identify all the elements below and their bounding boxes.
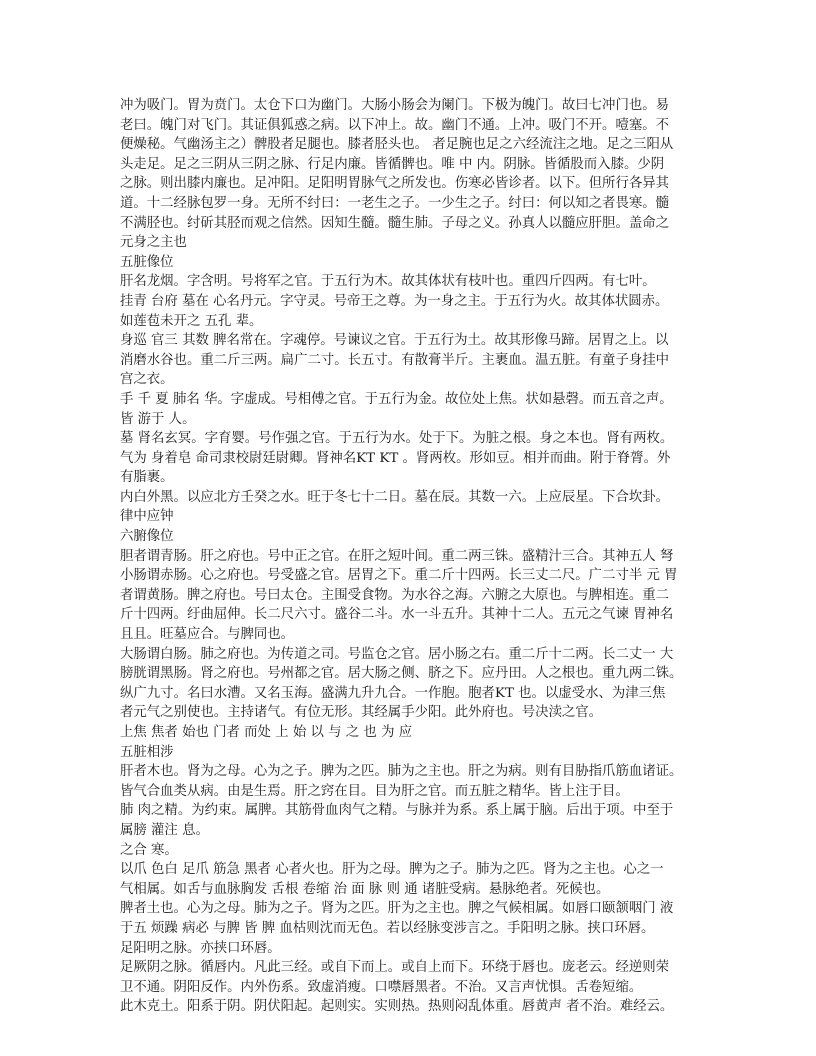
text-line: 宫之衣。 (120, 372, 174, 388)
text-line: 此木克土。阳系于阴。阴伏阳起。起则实。实则热。热则闷乱体重。唇黄声 者不治。难经云。 (120, 999, 674, 1015)
text-line: 且且。旺墓应合。与脾同也。 (120, 627, 295, 643)
text-line: 膀胱谓黑肠。肾之府也。号州都之官。居大肠之侧、脐之下。应丹田。人之根也。重九两二铢。 (120, 666, 683, 682)
text-line: 皆气合血类从病。由是生焉。肝之窍在目。目为肝之官。而五脏之精华。皆上注于目。 (120, 783, 629, 799)
text-line: 上焦 焦者 始也 门者 而处 上 始 以 与 之 也 为 应 (120, 725, 413, 740)
text-line: 内白外黑。以应北方壬癸之水。旺于冬七十二日。墓在辰。其数一六。上应辰星。下合坎卦。 (120, 489, 670, 505)
text-line: 墓 肾名玄冥。字育婴。号作强之官。于五行为水。处于下。为脏之根。身之本也。肾有两枚。 (120, 431, 674, 447)
text-line: 脾者土也。心为之母。肺为之子。肾为之匹。肝为之主也。脾之气候相属。如唇口颐颔咽门 液 (120, 901, 674, 917)
text-line: 道。十二经脉包罗一身。无所不纣曰：一老生之子。一少生之子。纣曰：何以知之者畏寒。髓 (120, 195, 670, 211)
text-line: 老曰。魄门对飞门。其证俱狐惑之病。以下冲上。故。幽门不通。上冲。吸门不开。噎塞。不 (120, 117, 670, 133)
text-line: 消磨水谷也。重二斤三两。扁广二寸。长五寸。有散膏半斤。主裹血。温五脏。有童子身挂中 (120, 352, 670, 368)
text-line: 足厥阴之脉。循唇内。凡此三经。或自下而上。或自上而下。环绕于唇也。庞老云。经逆则荣 (120, 960, 670, 976)
text-line: 者元气之别使也。主持诸气。有位无形。其经属手少阳。此外府也。号决渎之官。 (120, 705, 603, 721)
text-line: 头走足。足之三阴从三阴之脉、行足内廉。皆循髀也。唯 中 内。阴脉。皆循股而入膝。少阴 (120, 156, 665, 172)
text-line: 冲为吸门。胃为贲门。太仓下口为幽门。大肠小肠会为阑门。下极为魄门。故曰七冲门也。易 (120, 98, 670, 113)
text-line: 之合 寒。 (120, 842, 178, 858)
text-line: 有脂裹。 (120, 470, 174, 486)
section-heading: 五脏相涉 (120, 744, 174, 760)
text-line: 如莲苞未开之 五孔 辈。 (120, 313, 263, 329)
text-line: 小肠谓赤肠。心之府也。号受盛之官。居胃之下。重二斤十四两。长三丈二尺。广二寸半 元 胃 (120, 568, 678, 584)
text-line: 大肠谓白肠。肺之府也。为传道之司。号监仓之官。居小肠之右。重二斤十二两。长二丈一 大 (120, 646, 674, 662)
text-line: 属膀 灌注 息。 (120, 822, 209, 838)
text-line: 肝名龙烟。字含明。号将军之官。于五行为木。故其体状有枝叶也。重四斤四两。有七叶。 (120, 274, 656, 290)
section-heading: 五脏像位 (120, 254, 174, 270)
section-heading: 六腑像位 (120, 529, 174, 545)
text-line: 以爪 色白 足爪 筋急 黑者 心者火也。肝为之母。脾为之子。肺为之匹。肾为之主也。心之一 (120, 862, 664, 878)
text-line: 手 千 夏 肺名 华。字虚成。号相傅之官。于五行为金。故位处上焦。状如悬磬。而五音之声。 (120, 391, 673, 407)
text-line: 挂青 台府 墓在 心名丹元。字守灵。号帝王之尊。为一身之主。于五行为火。故其体状圆赤。 (120, 293, 669, 309)
text-line: 纵广九寸。名曰水漕。又名玉海。盛满九升九合。一作胞。胞者KT 也。以虚受水、为津三焦 (120, 685, 666, 701)
text-line: 气为 身着皂 命司隶校尉廷尉卿。肾神名KT KT 。肾两枚。形如豆。相并而曲。附于脊膂。外 (120, 450, 671, 466)
text-line: 斤十四两。纡曲屈伸。长二尺六寸。盛谷二斗。水一斗五升。其神十二人。五元之气谏 胃神名 (120, 607, 674, 623)
text-line: 律中应钟 (120, 509, 174, 525)
text-line: 者谓黄肠。脾之府也。号曰太仓。主围受食物。为水谷之海。六腑之大原也。与脾相连。重二 (120, 587, 670, 603)
text-line: 肝者木也。肾为之母。心为之子。脾为之匹。肺为之主也。肝之为病。则有目胁指爪筋血诸证。 (120, 764, 683, 780)
text-line: 于五 烦躁 病必 与脾 皆 脾 血枯则沈而无色。若以经脉变涉言之。手阳明之脉。挟口环唇。 (120, 920, 655, 936)
text-line: 不满胫也。纣斫其胫而观之信然。因知生髓。髓生肺。子母之义。孙真人以髓应肝胆。盖命之 (120, 215, 670, 231)
text-line: 卫不通。阴阳反作。内外伤系。致虚消瘦。口噤唇黑者。不治。又言声忧惧。舌卷短缩。 (120, 979, 643, 995)
text-line: 足阳明之脉。亦挟口环唇。 (120, 940, 281, 956)
text-line: 皆 游于 人。 (120, 411, 196, 427)
text-line: 之脉。则出膝内廉也。足冲阳。足阳明胃脉气之所发也。伤寒必皆诊者。以下。但所行各异其 (120, 176, 670, 192)
text-line: 肺 肉之精。为约束。属脾。其筋骨血肉气之精。与脉并为系。系上属于脑。后出于项。中至于 (120, 803, 674, 819)
text-line: 便燥秘。气幽汤主之）髀股者足腿也。膝者胫头也。 者足腕也足之六经流注之地。足之三阳从 (120, 137, 674, 153)
text-line: 气相属。如舌与血脉胸发 舌根 卷缩 治 面 脉 则 通 诸脏受病。悬脉绝者。死候也。 (120, 881, 610, 897)
text-line: 元身之主也 (120, 235, 187, 251)
text-line: 身巡 官三 其数 脾名常在。字魂停。号谏议之官。于五行为土。故其形像马蹄。居胃之上。以 (120, 333, 669, 349)
text-line: 胆者谓青肠。肝之府也。号中正之官。在肝之短叶间。重二两三铢。盛精汁三合。其神五人 弩 (120, 548, 674, 564)
text-column (120, 96, 698, 1017)
